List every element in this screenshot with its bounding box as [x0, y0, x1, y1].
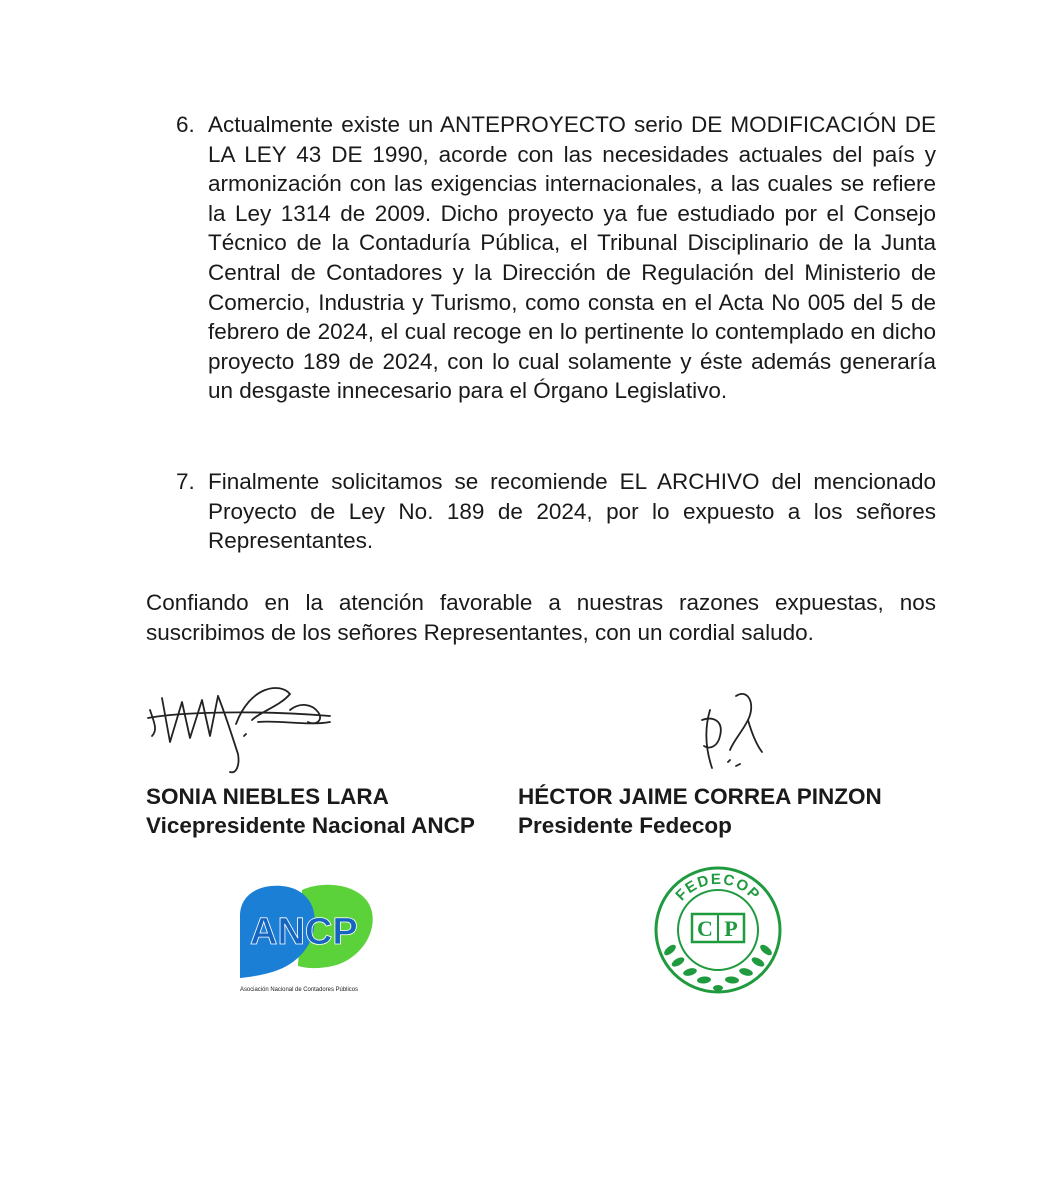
ancp-caption: Asociación Nacional de Contadores Públicos: [240, 986, 358, 993]
fedecop-monogram-p: P: [724, 916, 738, 941]
ancp-wordmark: ANCP: [250, 911, 358, 953]
list-item-6: [176, 110, 936, 406]
signature-sonia: [140, 676, 340, 786]
list-number: 7.: [176, 469, 195, 494]
list-text: Actualmente existe un ANTEPROYECTO serio DE MODIFICACIÓN DE LA LEY 43 DE 1990, acorde con las necesidades actuales del país y armonización con las exigencias internacionales, a las cuales se refiere la Ley 1314 de 2009. Dicho proyecto ya fue estudiado por el Consejo Técnico de la Contaduría Pública, el Tribunal Disciplinario de la Junta Central de Contadores y la Dirección de Regulación del Ministerio de Comercio, Industria y Turismo, como consta en el Acta No 005 del 5 de febrero de 2024, el cual recoge en lo pertinente lo contemplado en dicho proyecto 189 de 2024, con lo cual solamente y éste además generaría un desgaste innecesario para el Órgano Legislativo.: [208, 112, 936, 404]
fedecop-logo: [648, 864, 788, 1004]
closing-paragraph: Confiando en la atención favorable a nuestras razones expuestas, nos suscribimos de los señores Representantes, con un cordial saludo.: [146, 590, 936, 645]
fedecop-monogram-c: C: [697, 916, 713, 941]
signatory-name-hector: HÉCTOR JAIME CORREA PINZON: [518, 784, 882, 809]
list-text: Finalmente solicitamos se recomiende EL ARCHIVO del mencionado Proyecto de Ley No. 189 de 2024, por lo expuesto a los señores Representantes.: [208, 469, 936, 554]
list-item-7: [176, 467, 936, 556]
signatory-title-sonia: Vicepresidente Nacional ANCP: [146, 813, 475, 838]
signatory-title-hector: Presidente Fedecop: [518, 813, 732, 838]
fedecop-arc-text: FEDECOP: [672, 870, 764, 905]
signature-hector: [690, 680, 780, 785]
signatory-name-sonia: SONIA NIEBLES LARA: [146, 784, 389, 809]
ancp-logo: [232, 880, 382, 995]
list-number: 6.: [176, 112, 195, 137]
